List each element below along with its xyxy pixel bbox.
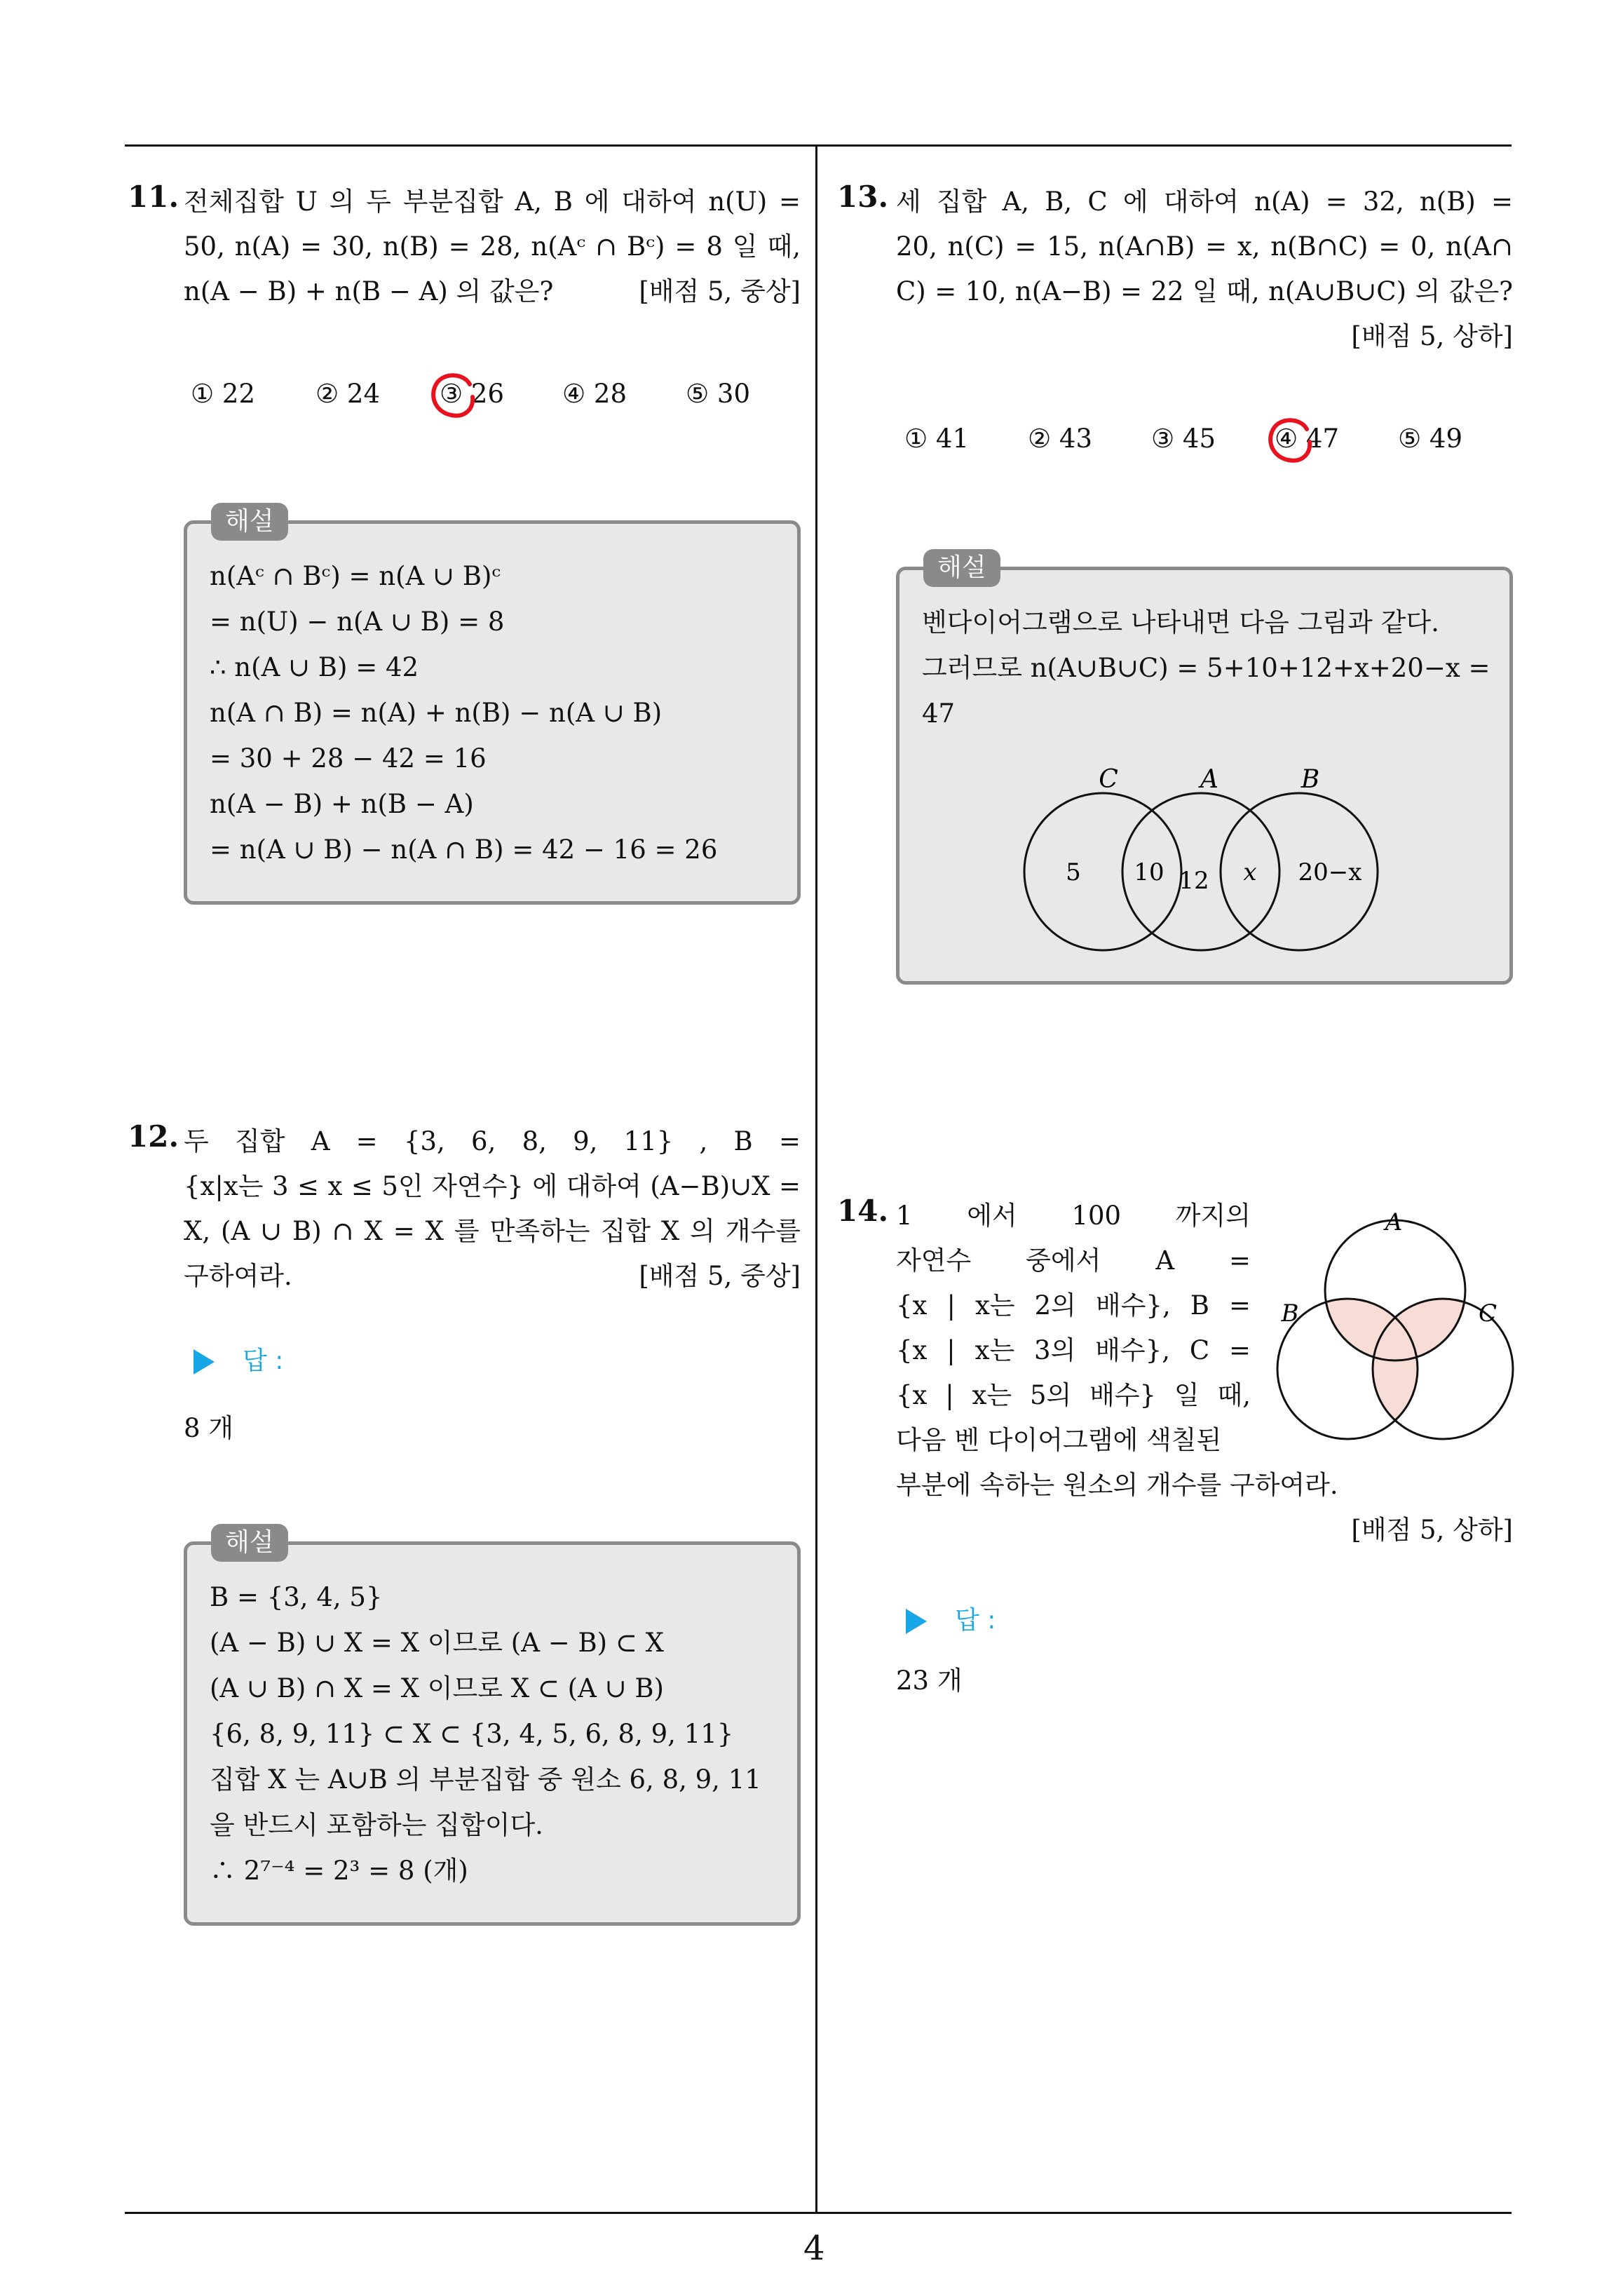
q13-answer-circle-icon: [1265, 414, 1317, 466]
q12-line-3: X, (A ∪ B) ∩ X = X 를 만족하는 집합 X 의 개수를: [184, 1216, 801, 1246]
q12-explain-line-2: (A − B) ∪ X = X 이므로 (A − B) ⊂ X: [210, 1628, 664, 1658]
q12-explanation-tag: 해설: [211, 1524, 288, 1562]
q11-explain-line-5: = 30 + 28 − 42 = 16: [210, 743, 487, 774]
q12-line-4: [184, 1254, 801, 1299]
q11-explanation-body: [210, 553, 717, 872]
q12-explain-line-6: 을 반드시 포함하는 집합이다.: [210, 1810, 543, 1840]
q11-choice-3[interactable]: ③ 26: [440, 379, 505, 409]
q12-explain-line-1: B = {3, 4, 5}: [210, 1582, 383, 1612]
q12-explain-line-7: ∴ 2⁷⁻⁴ = 2³ = 8 (개): [210, 1856, 468, 1886]
q11-choice-4[interactable]: ④ 28: [562, 379, 627, 409]
q14-answer-triangle-icon: [906, 1609, 927, 1634]
q14-answer-label: [906, 1600, 996, 1636]
q13-choice-5[interactable]: ⑤ 49: [1398, 424, 1463, 454]
q14-line-7: 부분에 속하는 원소의 개수를 구하여라.: [896, 1470, 1338, 1500]
q12-explanation-box: [184, 1528, 801, 1926]
q11-explain-line-7: = n(A ∪ B) − n(A ∩ B) = 42 − 16 = 26: [210, 835, 718, 865]
q11-line-3: [184, 269, 801, 314]
q13-venn-region-a-and-b: x: [1243, 858, 1257, 886]
q12-explanation-body: [210, 1574, 761, 1893]
q11-meta: [배점 5, 중상]: [639, 276, 801, 306]
top-rule: [125, 144, 1512, 147]
q14-venn-diagram: [1269, 1201, 1521, 1460]
q13-line-1: 세 집합 A, B, C 에 대하여 n(A) = 32, n(B) =: [896, 187, 1513, 217]
q14-line-3: {x | x는 2의 배수}, B =: [896, 1290, 1251, 1321]
q14-number: 14.: [837, 1194, 889, 1228]
q14-meta: [배점 5, 상하]: [1351, 1515, 1513, 1545]
bottom-rule: [125, 2212, 1512, 2214]
q14-venn-label-b: B: [1281, 1299, 1299, 1328]
q12-answer-label: [193, 1341, 283, 1377]
q12-answer-triangle-icon: [193, 1349, 215, 1375]
q11-number: 11.: [128, 180, 179, 214]
q13-explain-line-1: 벤다이어그램으로 나타내면 다음 그림과 같다.: [922, 607, 1439, 637]
q13-line-2: 20, n(C) = 15, n(A∩B) = x, n(B∩C) = 0, n(A∩: [896, 231, 1513, 262]
q13-venn-region-a-and-c: 10: [1134, 858, 1164, 886]
q13-line-3: C) = 10, n(A−B) = 22 일 때, n(A∪B∪C) 의 값은?: [896, 276, 1513, 306]
q13-choice-2[interactable]: ② 43: [1028, 424, 1093, 454]
q11-explain-line-3: ∴ n(A ∪ B) = 42: [210, 652, 419, 682]
page-number: 4: [803, 2229, 825, 2268]
q11-explain-line-2: = n(U) − n(A ∪ B) = 8: [210, 607, 505, 637]
q11-explanation-tag: 해설: [211, 503, 288, 541]
q13-choice-4[interactable]: ④ 47: [1275, 424, 1340, 454]
q13-venn-region-a-only: 12: [1179, 867, 1209, 895]
q11-answer-circle-icon: [428, 369, 480, 421]
q12-line-4-text: 구하여라.: [184, 1261, 292, 1291]
column-divider: [815, 144, 817, 2213]
q13-explanation-box: [896, 553, 1513, 985]
q13-venn-label-c: C: [1099, 765, 1118, 794]
q13-explanation-body: [922, 600, 1490, 736]
q12-text: [184, 1119, 801, 1299]
q14-venn-label-c: C: [1478, 1299, 1498, 1328]
q13-text: [896, 180, 1513, 359]
q13-explain-line-3: 47: [922, 698, 956, 729]
q14-line-5: {x | x는 5의 배수} 일 때,: [896, 1380, 1251, 1410]
q13-venn-region-b-only: 20−x: [1298, 858, 1362, 886]
q13-choice-3[interactable]: ③ 45: [1151, 424, 1216, 454]
q11-choice-5[interactable]: ⑤ 30: [686, 379, 751, 409]
q11-explain-line-6: n(A − B) + n(B − A): [210, 789, 474, 819]
q14-line-2: 자연수 중에서 A =: [896, 1245, 1251, 1276]
q14-line-1: 1 에서 100 까지의: [896, 1201, 1251, 1231]
q12-number: 12.: [128, 1119, 179, 1154]
q14-venn-label-a: A: [1385, 1208, 1403, 1236]
q14-line-4: {x | x는 3의 배수}, C =: [896, 1335, 1251, 1365]
q11-explain-line-1: n(Aᶜ ∩ Bᶜ) = n(A ∪ B)ᶜ: [210, 561, 501, 591]
q11-line-1: 전체집합 U 의 두 부분집합 A, B 에 대하여 n(U) =: [184, 187, 801, 217]
q13-venn-label-b: B: [1301, 765, 1320, 794]
q11-choice-2[interactable]: ② 24: [315, 379, 381, 409]
q12-explain-line-5: 집합 X 는 A∪B 의 부분집합 중 원소 6, 8, 9, 11: [210, 1764, 761, 1795]
q14-answer-label-text: 답 :: [955, 1606, 996, 1635]
q13-meta: [배점 5, 상하]: [1351, 321, 1513, 351]
q13-venn-region-c-only: 5: [1066, 858, 1081, 886]
q11-choice-1[interactable]: ① 22: [191, 379, 256, 409]
q12-explain-line-3: (A ∪ B) ∩ X = X 이므로 X ⊂ (A ∪ B): [210, 1673, 664, 1703]
q13-number: 13.: [837, 180, 889, 214]
q12-answer-value: 8 개: [184, 1413, 234, 1443]
q12-line-1: 두 집합 A = {3, 6, 8, 9, 11} , B =: [184, 1126, 801, 1156]
q14-answer-value: 23 개: [896, 1666, 963, 1696]
q11-line-2: 50, n(A) = 30, n(B) = 28, n(Aᶜ ∩ Bᶜ) = 8 일 때,: [184, 231, 801, 262]
q13-explanation-tag: 해설: [923, 549, 1000, 587]
q12-explain-line-4: {6, 8, 9, 11} ⊂ X ⊂ {3, 4, 5, 6, 8, 9, 11}: [210, 1719, 734, 1749]
q11-line-3-text: n(A − B) + n(B − A) 의 값은?: [184, 276, 554, 306]
q13-venn-label-a: A: [1200, 765, 1218, 794]
q14-line-6: 다음 벤 다이어그램에 색칠된: [896, 1425, 1222, 1455]
q13-choice-1[interactable]: ① 41: [904, 424, 970, 454]
q12-line-2: {x|x는 3 ≤ x ≤ 5인 자연수} 에 대하여 (A−B)∪X =: [184, 1171, 801, 1201]
q11-text: [184, 180, 801, 314]
q11-explanation-box: [184, 507, 801, 905]
q13-explain-line-2: 그러므로 n(A∪B∪C) = 5+10+12+x+20−x =: [922, 653, 1490, 683]
q12-meta: [배점 5, 중상]: [639, 1261, 801, 1291]
q13-venn-diagram: [1012, 752, 1404, 963]
q11-explain-line-4: n(A ∩ B) = n(A) + n(B) − n(A ∪ B): [210, 698, 663, 728]
q12-answer-label-text: 답 :: [243, 1346, 284, 1375]
